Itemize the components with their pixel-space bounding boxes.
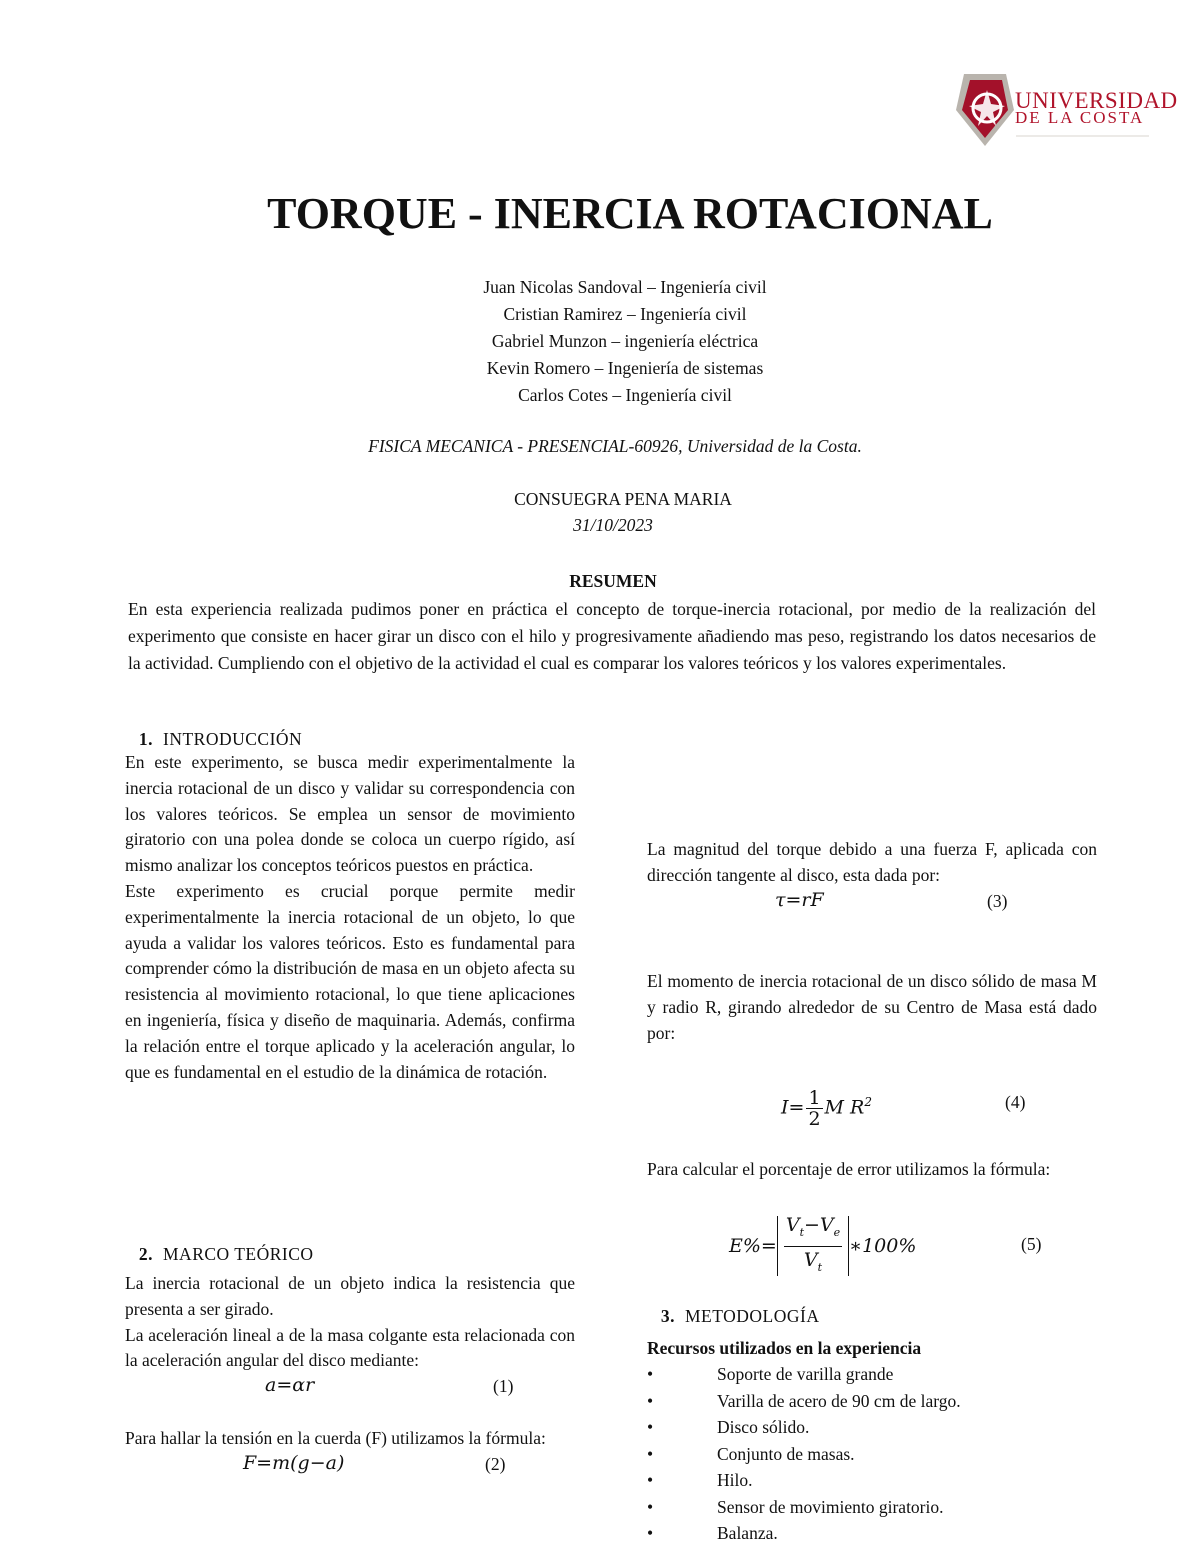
equation-lhs: E%= [729, 1235, 777, 1257]
equation-formula: τ=rF [775, 888, 824, 911]
author-list [0, 274, 1200, 409]
paragraph: La aceleración lineal a de la masa colgante esta relacionada con la aceleración angular del disco mediante: [125, 1324, 575, 1371]
symbol: V [803, 1248, 818, 1271]
fraction-numerator: 1 [808, 1087, 821, 1109]
list-item: • Disco sólido. [647, 1414, 1097, 1441]
introduction-section [125, 729, 575, 1085]
section-heading [115, 729, 575, 750]
absolute-value [777, 1213, 849, 1276]
subscript: e [833, 1225, 841, 1239]
equation-formula [729, 1213, 917, 1276]
resource-list [647, 1361, 1097, 1547]
section-number: 1. [138, 729, 153, 749]
equation-number: (4) [1005, 1092, 1026, 1112]
abstract-heading: RESUMEN [569, 571, 657, 591]
list-item: • Sensor de movimiento giratorio. [647, 1494, 1097, 1521]
list-item: • Soporte de varilla grande [647, 1361, 1097, 1388]
author-item: Gabriel Munzon – ingeniería eléctrica [491, 331, 759, 351]
section-title: METODOLOGÍA [685, 1306, 820, 1326]
paragraph: El momento de inercia rotacional de un disco sólido de masa M y radio R, girando alrededor de su Centro de Masa está dado por: [647, 971, 1097, 1043]
equation-formula: F=m(g−a) [243, 1451, 345, 1474]
list-item: • Hilo. [647, 1467, 1097, 1494]
error-paragraph-block [647, 1157, 1097, 1183]
equation-3 [647, 889, 1097, 917]
paragraph: Para calcular el porcentaje de error utilizamos la fórmula: [647, 1159, 1051, 1179]
equation-rhs: M R [824, 1096, 865, 1119]
inertia-paragraph-block [647, 969, 1097, 1046]
paragraph: La magnitud del torque debido a una fuerza F, aplicada con dirección tangente al disco, esta dada por: [647, 839, 1097, 885]
section-title: INTRODUCCIÓN [163, 729, 303, 749]
author-item: Juan Nicolas Sandoval – Ingeniería civil [483, 277, 767, 297]
subscript: t [817, 1260, 823, 1274]
fraction-denominator: 2 [808, 1108, 821, 1130]
equation-2 [125, 1452, 575, 1480]
author-item: Cristian Ramirez – Ingeniería civil [503, 304, 747, 324]
theory-section-continued [647, 837, 1097, 917]
course-line: FISICA MECANICA - PRESENCIAL-60926, Universidad de la Costa. [368, 436, 862, 456]
list-item: • Conjunto de masas. [647, 1441, 1097, 1468]
logo-text-line2: DE LA COSTA [1015, 108, 1145, 127]
methodology-section [647, 1306, 1097, 1547]
equation-number: (3) [987, 890, 1008, 911]
equation-5 [647, 1210, 1097, 1280]
document-date: 31/10/2023 [573, 515, 653, 535]
author-item: Carlos Cotes – Ingeniería civil [518, 385, 732, 405]
equation-rhs: ∗100% [849, 1235, 917, 1257]
paragraph: Para hallar la tensión en la cuerda (F) utilizamos la fórmula: [125, 1428, 546, 1449]
section-number: 3. [660, 1306, 675, 1326]
list-item: • Balanza. [647, 1520, 1097, 1547]
equation-formula: a=αr [265, 1374, 315, 1397]
teacher-name: CONSUEGRA PENA MARIA [514, 489, 732, 509]
equation-number: (2) [485, 1453, 506, 1474]
equation-4 [647, 1074, 1097, 1130]
fraction [806, 1088, 822, 1129]
section-title: MARCO TEÓRICO [163, 1244, 314, 1264]
paragraph: La inercia rotacional de un objeto indica la resistencia que presenta a ser girado. [125, 1273, 575, 1319]
subscript: t [799, 1225, 804, 1239]
subheading: Recursos utilizados en la experiencia [647, 1338, 922, 1358]
section-heading [115, 1244, 575, 1265]
paragraph: Este experimento es crucial porque permite medir experimentalmente la inercia rotacional de un objeto, lo que ayuda a validar los valores teóricos. Esto es fundamental para comprender cómo la distribución de masa en un objeto afecta su resistencia al movimiento rotacional, lo que tiene aplicaciones en ingeniería, física y diseño de maquinaria. Además, confirma la relación entre el torque aplicado y la aceleración angular, lo que es fundamental en el estudio de la dinámica de rotación. [125, 880, 575, 1082]
symbol: V [785, 1213, 800, 1236]
equation-1 [125, 1374, 575, 1402]
author-item: Kevin Romero – Ingeniería de sistemas [486, 358, 764, 378]
section-heading [644, 1306, 1097, 1327]
equation-formula [781, 1088, 872, 1129]
equation-lhs: I= [781, 1096, 805, 1119]
logo-text-line1: UNIVERSIDAD [1015, 88, 1178, 113]
document-title: TORQUE - INERCIA ROTACIONAL [267, 189, 993, 238]
equation-number: (1) [493, 1376, 514, 1397]
list-item: • Varilla de acero de 90 cm de largo. [647, 1388, 1097, 1415]
symbol: −V [804, 1213, 834, 1236]
paragraph: En este experimento, se busca medir experimentalmente la inercia rotacional de un disco y validar su correspondencia con los valores teóricos. Se emplea un sensor de movimiento giratorio con una polea donde se coloca un cuerpo rígido, así mismo analizar los conceptos teóricos puestos en práctica. [125, 752, 575, 876]
abstract-text: En esta experiencia realizada pudimos poner en práctica el concepto de torque-inercia rotacional, por medio de la realización del experimento que consiste en hacer girar un disco con el hilo y progresivamente añadiendo mas peso, registrando los datos necesarios de la actividad. Cumpliendo con el objetivo de la actividad el cual es comparar los valores teóricos y los valores experimentales. [128, 599, 1096, 673]
equation-number: (5) [1021, 1234, 1042, 1254]
theory-section [125, 1244, 575, 1480]
equation-exponent: 2 [864, 1095, 872, 1110]
fraction-numerator [784, 1212, 842, 1247]
section-number: 2. [138, 1244, 153, 1264]
fraction-denominator [784, 1247, 842, 1281]
